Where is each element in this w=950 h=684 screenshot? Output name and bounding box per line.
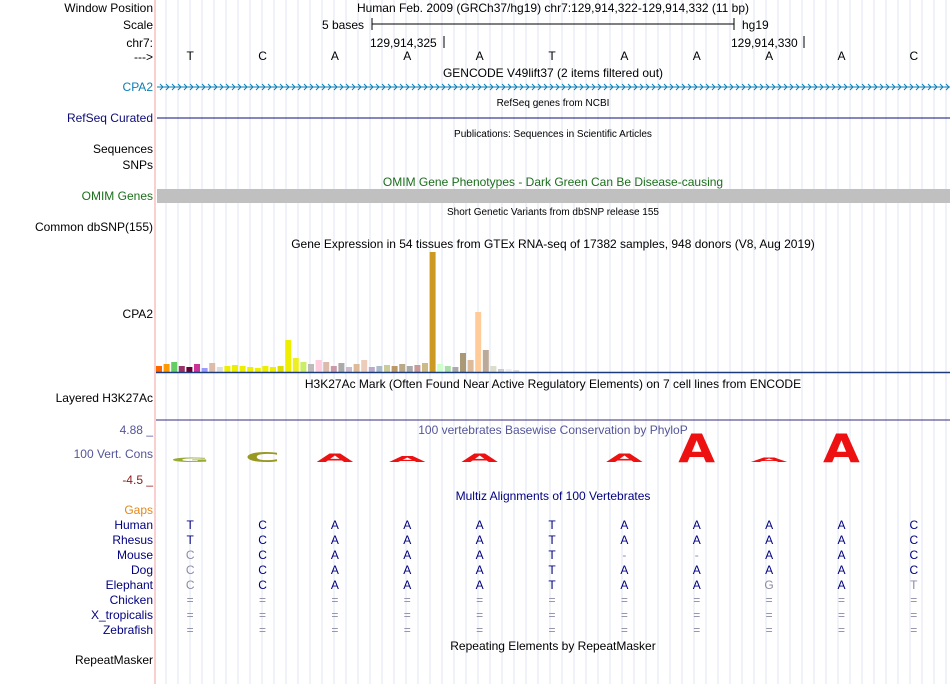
alignment-base: = — [331, 608, 339, 622]
species-label[interactable]: Rhesus — [112, 533, 153, 547]
alignment-base: A — [692, 533, 701, 547]
alignment-base: C — [258, 533, 267, 547]
alignment-base: A — [837, 533, 846, 547]
omim-track-title[interactable]: OMIM Gene Phenotypes - Dark Green Can Be Disease-causing — [382, 175, 724, 189]
gtex-bar — [376, 366, 382, 372]
phylop-letter: C — [245, 449, 281, 466]
scale-assembly-text: hg19 — [742, 18, 769, 32]
alignment-base: A — [765, 533, 774, 547]
alignment-base: C — [185, 563, 195, 577]
scale-bases-text: 5 bases — [322, 18, 365, 32]
alignment-base: A — [403, 563, 412, 577]
alignment-base: C — [185, 578, 195, 592]
alignment-base: C — [909, 548, 919, 562]
alignment-base: = — [765, 608, 773, 622]
gtex-bar — [300, 362, 306, 372]
alignment-base: C — [909, 533, 919, 547]
reference-base: A — [475, 49, 484, 63]
alignment-base: = — [620, 608, 628, 622]
gencode-track-title[interactable]: GENCODE V49lift37 (2 items filtered out) — [442, 66, 664, 80]
snps-label[interactable]: SNPs — [122, 158, 153, 172]
alignment-base: A — [837, 578, 846, 592]
gtex-bar — [369, 367, 375, 372]
gtex-bar — [506, 369, 512, 372]
alignment-base: A — [330, 548, 339, 562]
gtex-bar — [316, 360, 322, 372]
gtex-bar — [414, 365, 420, 372]
gtex-bar — [323, 362, 329, 372]
cons-track-label[interactable]: 100 Vert. Cons — [73, 447, 153, 461]
dbsnp-track-title[interactable]: Short Genetic Variants from dbSNP release 155 — [447, 207, 659, 218]
scale-label: Scale — [122, 18, 153, 32]
gtex-bar — [399, 364, 405, 372]
alignment-base: A — [620, 578, 629, 592]
alignment-base: = — [910, 608, 918, 622]
phylop-letter: A — [605, 451, 643, 466]
gtex-bar — [186, 367, 192, 372]
alignment-base: = — [331, 623, 339, 637]
gtex-bar — [179, 366, 185, 372]
gtex-bar — [278, 366, 284, 372]
alignment-base: - — [622, 548, 627, 562]
reference-base: T — [186, 49, 194, 63]
alignment-base: = — [186, 608, 194, 622]
reference-base: A — [765, 49, 774, 63]
gtex-bar — [308, 364, 314, 372]
gtex-bar — [270, 367, 276, 372]
alignment-base: A — [330, 533, 339, 547]
gtex-bar — [384, 365, 390, 372]
cons-min-label: -4.5 _ — [122, 473, 153, 487]
alignment-base: A — [620, 518, 629, 532]
reference-base: A — [620, 49, 629, 63]
coord-right-text: 129,914,330 — [731, 36, 798, 50]
gtex-bar — [331, 366, 337, 372]
phylop-letter: G — [170, 456, 210, 464]
alignment-base: T — [548, 548, 556, 562]
alignment-base: = — [837, 608, 845, 622]
gtex-bar — [247, 367, 253, 372]
gtex-bar — [293, 358, 299, 372]
alignment-base: T — [910, 578, 918, 592]
gtex-bar — [445, 366, 451, 372]
gtex-bar — [468, 360, 474, 372]
alignment-base: A — [330, 578, 339, 592]
alignment-base: T — [548, 563, 556, 577]
gtex-bar — [209, 363, 215, 372]
alignment-base: A — [475, 533, 484, 547]
alignment-base: T — [186, 533, 194, 547]
gtex-bar — [262, 366, 268, 372]
alignment-base: A — [403, 578, 412, 592]
alignment-base: = — [403, 623, 411, 637]
alignment-base: = — [186, 623, 194, 637]
gtex-bar — [164, 364, 170, 372]
gtex-bar — [202, 368, 208, 372]
alignment-base: T — [186, 518, 194, 532]
omim-gene-bar — [157, 189, 950, 203]
alignment-base: C — [258, 548, 267, 562]
gtex-bar — [407, 366, 413, 372]
alignment-base: - — [694, 548, 699, 562]
alignment-base: = — [620, 623, 628, 637]
species-label[interactable]: Mouse — [116, 548, 153, 562]
alignment-base: = — [693, 593, 701, 607]
multiz-track-title[interactable]: Multiz Alignments of 100 Vertebrates — [455, 489, 651, 503]
alignment-base: = — [476, 593, 484, 607]
phylop-track-title[interactable]: 100 vertebrates Basewise Conservation by PhyloP — [418, 423, 688, 437]
species-label[interactable]: Chicken — [109, 593, 153, 607]
gtex-bar — [232, 365, 238, 372]
alignment-base: = — [837, 623, 845, 637]
reference-base: C — [909, 49, 919, 63]
alignment-base: = — [693, 608, 701, 622]
alignment-base: A — [475, 578, 484, 592]
alignment-base: A — [765, 518, 774, 532]
gtex-bar — [338, 363, 344, 372]
window-position-label: Window Position — [64, 1, 153, 15]
gtex-bar — [224, 366, 230, 372]
alignment-base: = — [837, 593, 845, 607]
alignment-base: = — [548, 608, 556, 622]
alignment-base: A — [475, 548, 484, 562]
gtex-bar — [194, 364, 200, 372]
reference-base: A — [330, 49, 339, 63]
gtex-gene-label[interactable]: CPA2 — [122, 307, 153, 321]
species-label[interactable]: Dog — [130, 563, 153, 577]
alignment-base: = — [403, 593, 411, 607]
alignment-base: = — [476, 623, 484, 637]
alignment-base: A — [620, 533, 629, 547]
alignment-base: = — [548, 623, 556, 637]
gene-cpa2-label[interactable]: CPA2 — [122, 80, 153, 94]
h3k27ac-track-title[interactable]: H3K27Ac Mark (Often Found Near Active Regulatory Elements) on 7 cell lines from ENCODE — [304, 377, 802, 391]
gtex-bar — [498, 369, 504, 372]
gtex-bar — [475, 312, 481, 372]
alignment-base: = — [476, 608, 484, 622]
reference-base: C — [258, 49, 267, 63]
gtex-bar — [285, 340, 291, 372]
alignment-base: = — [765, 623, 773, 637]
phylop-letter: A — [316, 451, 354, 466]
coord-left-text: 129,914,325 — [370, 36, 437, 50]
reference-base: T — [548, 49, 556, 63]
alignment-base: A — [403, 518, 412, 532]
omim-genes-label[interactable]: OMIM Genes — [81, 189, 153, 203]
alignment-base: A — [765, 563, 774, 577]
gtex-bar — [430, 252, 436, 372]
species-label[interactable]: X_tropicalis — [90, 608, 153, 622]
gtex-bar — [255, 368, 261, 372]
alignment-base: A — [692, 578, 701, 592]
cons-max-label: 4.88 _ — [119, 423, 153, 437]
reference-base: A — [403, 49, 412, 63]
gaps-label[interactable]: Gaps — [124, 503, 153, 517]
alignment-base: A — [330, 518, 339, 532]
alignment-base: A — [837, 518, 846, 532]
gtex-bar — [361, 360, 367, 372]
species-label[interactable]: Elephant — [105, 578, 153, 592]
alignment-base: = — [259, 593, 267, 607]
alignment-base: = — [910, 623, 918, 637]
gtex-bar — [460, 353, 466, 372]
alignment-base: A — [403, 533, 412, 547]
alignment-base: C — [185, 548, 195, 562]
alignment-base: A — [620, 563, 629, 577]
sequences-label[interactable]: Sequences — [92, 142, 153, 156]
refseq-track-title[interactable]: RefSeq genes from NCBI — [496, 98, 610, 109]
reference-base: A — [837, 49, 846, 63]
alignment-base: C — [258, 563, 267, 577]
alignment-base: T — [548, 518, 556, 532]
alignment-base: = — [765, 593, 773, 607]
reference-base: A — [692, 49, 701, 63]
gtex-bar — [217, 367, 223, 372]
species-label[interactable]: Zebrafish — [102, 623, 153, 637]
gtex-bar — [354, 364, 360, 372]
alignment-base: C — [909, 563, 919, 577]
phylop-letter: A — [461, 451, 499, 466]
alignment-base: = — [910, 593, 918, 607]
refseq-curated-label[interactable]: RefSeq Curated — [66, 111, 153, 125]
gtex-bar — [422, 363, 428, 372]
gtex-bar — [240, 366, 246, 372]
alignment-base: A — [475, 518, 484, 532]
repeatmasker-track-title[interactable]: Repeating Elements by RepeatMasker — [450, 639, 656, 653]
h3k27ac-label[interactable]: Layered H3K27Ac — [55, 391, 153, 405]
alignment-base: A — [765, 548, 774, 562]
gtex-bar — [171, 362, 177, 372]
alignment-base: A — [475, 563, 484, 577]
chrom-label: chr7: — [126, 36, 153, 50]
gtex-bar — [483, 350, 489, 372]
alignment-base: A — [692, 563, 701, 577]
alignment-base: C — [258, 578, 267, 592]
phylop-letter: A — [388, 454, 426, 465]
alignment-base: = — [331, 593, 339, 607]
strand-arrow-label: ---> — [134, 50, 153, 64]
alignment-base: C — [258, 518, 267, 532]
alignment-base: C — [909, 518, 919, 532]
common-dbsnp-label[interactable]: Common dbSNP(155) — [34, 220, 153, 234]
alignment-base: = — [548, 593, 556, 607]
phylop-letter: A — [823, 426, 860, 472]
alignment-base: = — [259, 623, 267, 637]
gtex-bar — [392, 366, 398, 372]
alignment-base: A — [403, 548, 412, 562]
phylop-letter: A — [678, 426, 716, 472]
alignment-base: A — [692, 518, 701, 532]
alignment-base: A — [837, 548, 846, 562]
alignment-base: A — [837, 563, 846, 577]
alignment-base: = — [693, 623, 701, 637]
alignment-base: T — [548, 533, 556, 547]
alignment-base: G — [764, 578, 774, 592]
gtex-bar — [156, 366, 162, 372]
gtex-bar — [346, 367, 352, 372]
alignment-base: A — [330, 563, 339, 577]
gtex-bar — [490, 366, 496, 372]
gtex-track-title[interactable]: Gene Expression in 54 tissues from GTEx RNA-seq of 17382 samples, 948 donors (V8, Aug 2019) — [291, 237, 815, 251]
alignment-base: = — [620, 593, 628, 607]
alignment-base: = — [186, 593, 194, 607]
alignment-base: = — [403, 608, 411, 622]
alignment-base: = — [259, 608, 267, 622]
repeatmasker-label[interactable]: RepeatMasker — [74, 653, 153, 667]
phylop-letter: A — [750, 456, 788, 464]
gtex-bar — [452, 367, 458, 372]
gtex-bar — [513, 370, 519, 372]
gtex-bar — [437, 364, 443, 372]
species-label[interactable]: Human — [114, 518, 153, 532]
assembly-position-text: Human Feb. 2009 (GRCh37/hg19) chr7:129,914,322-129,914,332 (11 bp) — [356, 1, 750, 15]
publications-track-title[interactable]: Publications: Sequences in Scientific Articles — [454, 129, 652, 140]
alignment-base: T — [548, 578, 556, 592]
